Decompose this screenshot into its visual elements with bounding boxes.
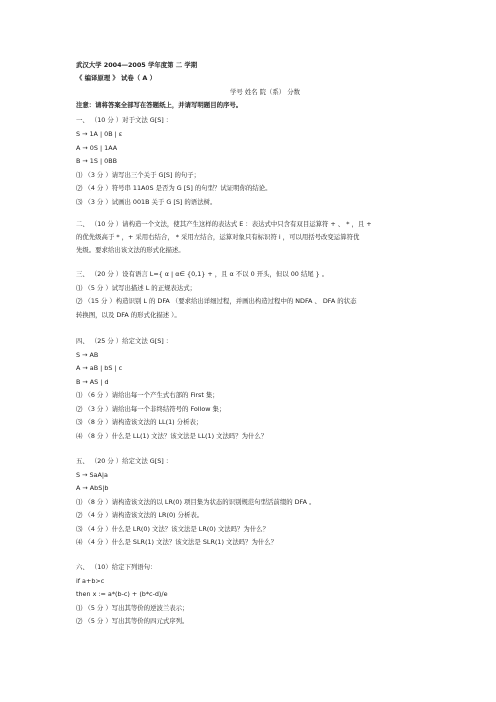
- student-info-line: 学号 姓名 院（系） 分数: [230, 88, 300, 96]
- q4-item: ⑶ （8 分 ）请构造该文法的 LL(1) 分析表；: [76, 418, 203, 426]
- q5-item: ⑷ （4 分 ）什么是 SLR(1) 文法？该文法是 SLR(1) 文法吗？为什么？: [76, 538, 278, 546]
- q1-rule: S → 1A | 0B | ε: [76, 130, 123, 138]
- q5-rule: A → AbS|b: [76, 484, 109, 492]
- q1-item: ⑵ （4 分 ）符号串 11A0S 是否为 G [S] 的句型？试证明你的结论。: [76, 184, 272, 192]
- q6-title: 六、 （10）给定下列语句：: [76, 563, 157, 571]
- q4-item: ⑴ （6 分 ）请给出每一个产生式右部的 First 集；: [76, 391, 219, 399]
- q2-text: 先级。要求给出该文法的形式化描述。: [76, 246, 185, 254]
- q2-text: 的优先级高于 * ，+ 采用右结合， * 采用左结合，运算对象只有标识符 i ，可以用括号改变运算符优: [76, 233, 360, 241]
- q6-item: ⑵ （5 分 ）写出其等价的四元式序列。: [76, 617, 189, 625]
- q4-rule: A → aB | bS | c: [76, 364, 123, 372]
- q3-item: ⑵ （15 分 ）构造识别 L 的 DFA （要求给出详细过程，并画出构造过程中的 NDFA 、 DFA 的状态: [76, 297, 357, 305]
- q5-rule: S → SaA|a: [76, 471, 108, 479]
- q3-item: ⑴ （5 分 ）试写出描述 L 的正规表达式；: [76, 284, 197, 292]
- q2-text: 二、 （10 分 ）请构造一个文法，使其产生这样的表达式 E ：表达式中只含有双目运算符 + 、 * ，且 +: [76, 220, 372, 228]
- q1-item: ⑶ （3 分 ）试画出 001B 关于 G [S] 的语法树。: [76, 198, 217, 206]
- q6-code-line: then x := a*(b-c) + (b*c-d)/e: [76, 590, 168, 598]
- q3-title: 三、 （20 分 ）设有语言 L={ α | α∈ {0,1} + ，且 α 不以 0 开头，但以 00 结尾 } 。: [76, 270, 329, 278]
- q4-title: 四、 （25 分 ）给定文法 G[S] ：: [76, 337, 173, 345]
- q5-item: ⑵ （4 分 ）请构造该文法的 LR(0) 分析表。: [76, 511, 204, 519]
- q5-item: ⑴ （8 分 ）请构造该文法的以 LR(0) 项目集为状态的识别规范句型活前缀的 DFA 。: [76, 498, 316, 506]
- q1-rule: B → 1S | 0BB: [76, 157, 117, 165]
- q6-code-line: if a+b>c: [76, 577, 105, 585]
- q1-item: ⑴ （3 分 ）请写出三个关于 G[S] 的句子；: [76, 171, 201, 179]
- q1-title: 一、 （10 分 ）对于文法 G[S] ：: [76, 116, 173, 124]
- course-name: 《 编译原理 》 试卷（ A ）: [76, 74, 156, 82]
- q1-rule: A → 0S | 1AA: [76, 144, 118, 152]
- q6-item: ⑴ （5 分 ）写出其等价的逆波兰表示；: [76, 604, 189, 612]
- q4-rule: S → AB: [76, 351, 99, 359]
- q3-item: 转换图，以及 DFA 的形式化描述 ）。: [76, 311, 181, 319]
- q4-item: ⑵ （3 分 ）请给出每一个非终结符号的 Follow 集；: [76, 405, 226, 413]
- q5-item: ⑶ （4 分 ）什么是 LR(0) 文法？该文法是 LR(0) 文法吗？为什么？: [76, 525, 269, 533]
- q4-item: ⑷ （8 分 ）什么是 LL(1) 文法？该文法是 LL(1) 文法吗？为什么？: [76, 432, 268, 440]
- exam-title: 武汉大学 2004—2005 学年度第 二 学期: [76, 61, 198, 69]
- notice: 注意：请将答案全部写在答题纸上，并请写明题目的序号。: [76, 101, 243, 109]
- q5-title: 五、 （20 分 ）给定文法 G[S] ：: [76, 457, 173, 465]
- q4-rule: B → AS | d: [76, 378, 109, 386]
